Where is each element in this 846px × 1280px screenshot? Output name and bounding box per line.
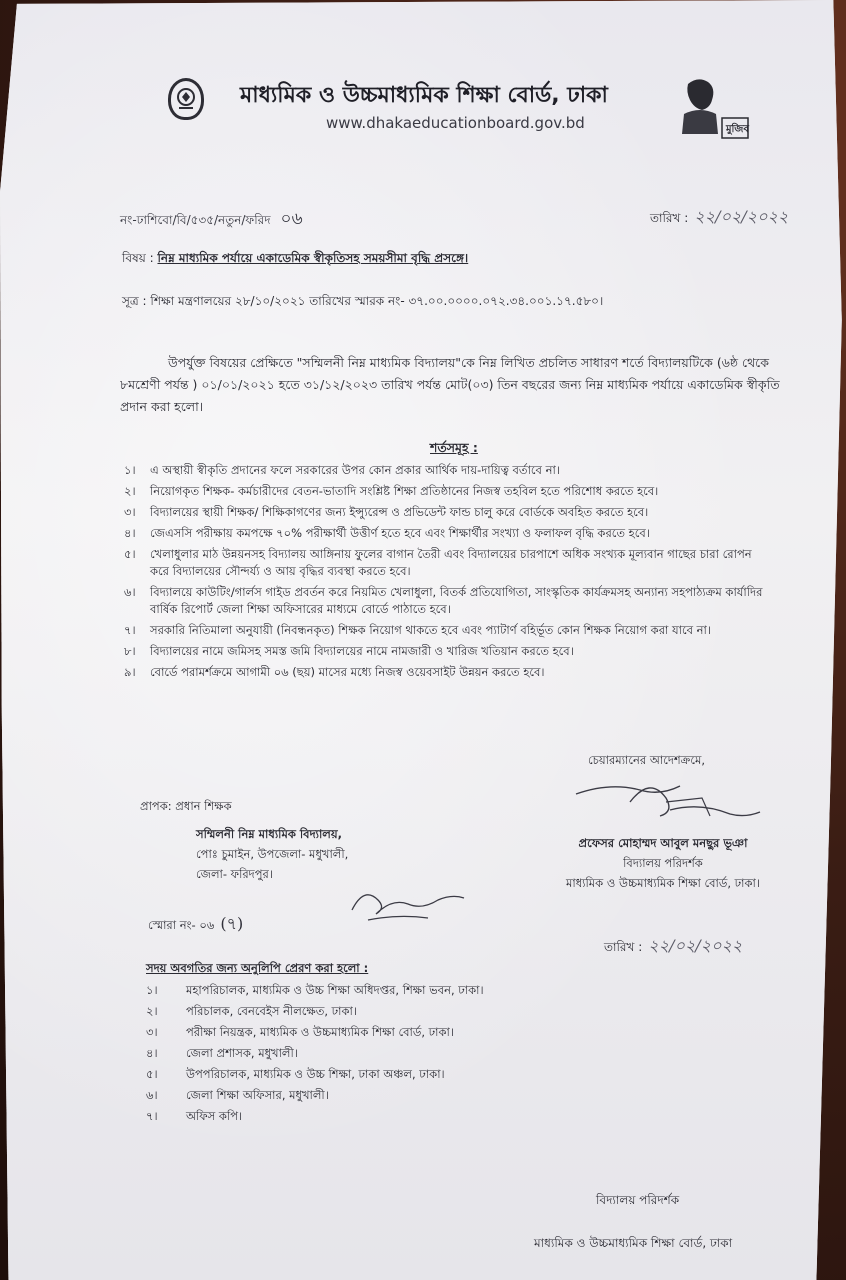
condition-text: বিদ্যালয়ে কাউটিং/গার্লস গাইড প্রবর্তন করে নিয়মিত খেলাধুলা, বিতর্ক প্রতিযোগিতা, সাংস্কৃতিক কার্যক্রমসহ অন্যান্য সহপাঠ্যক্রম কার্যাদির বার্ষিক রিপোর্ট জেলা শিক্ষা অফিসারের মাধ্যমে বোর্ডে পাঠাতে হবে। — [150, 585, 763, 616]
condition-number: ৩। — [124, 505, 136, 519]
subject-text: নিম্ন মাধ্যমিক পর্যায়ে একাডেমিক স্বীকৃতিসহ সময়সীমা বৃদ্ধি প্রসঙ্গে। — [157, 251, 469, 265]
signature-office — [348, 880, 468, 930]
memo-label: স্মোরা নং- ০৬ — [148, 918, 215, 932]
copy-number: ৪। — [146, 1046, 158, 1060]
conditions-list — [124, 460, 774, 683]
body-paragraph: উপর্যুক্ত বিষয়ের প্রেক্ষিতে "সম্মিলনী নিম্ন মাধ্যমিক বিদ্যালয়"কে নিম্ন লিখিত প্রচলিত সাধারণ শর্তে বিদ্যালয়টিকে (৬ষ্ঠ থেকে ৮মশ্রেণী পর্যন্ত ) ০১/০১/২০২১ হতে ৩১/১২/২০২৩ তারিখ পর্যন্ত মোট(০৩) তিন বছরের জন্য নিম্ন মাধ্যমিক পর্যায়ে একাডেমিক স্বীকৃতি প্রদান করা হলো। — [120, 355, 780, 414]
copy-number: ৫। — [146, 1067, 158, 1081]
condition-number: ৫। — [124, 547, 136, 561]
copy-item — [146, 1106, 484, 1127]
footer-designation: বিদ্যালয় পরিদর্শক — [596, 1193, 680, 1207]
condition-number: ৭। — [124, 623, 136, 637]
condition-text: খেলাধুলার মাঠ উন্নয়নসহ বিদ্যালয় আঙ্গিনায় ফুলের বাগান তৈরী এবং বিদ্যালয়ের চারপাশে অধিক সংখ্যক মূল্যবান গাছের চারা রোপন করে বিদ্যালয়ের সৌন্দর্য্য ও আয় বৃদ্ধির ব্যবস্থা করতে হবে। — [150, 547, 752, 578]
recipient-label: প্রাপক: প্রধান শিক্ষক — [140, 799, 232, 813]
condition-item — [124, 481, 774, 502]
condition-item — [124, 620, 774, 641]
condition-text: এ অস্থায়ী স্বীকৃতি প্রদানের ফলে সরকারের উপর কোন প্রকার আর্থিক দায়-দায়িত্ব বর্তাবে না। — [150, 463, 560, 477]
recipient-line: পোঃ চুমাইন, উপজেলা- মধুখালী, — [196, 847, 349, 861]
condition-text: বিদ্যালয়ের নামে জমিসহ সমস্ত জমি বিদ্যালয়ের নামে নামজারী ও খারিজ খতিয়ান করতে হবে। — [150, 644, 574, 658]
condition-item — [124, 460, 774, 481]
copy-number: ২। — [146, 1004, 158, 1018]
signer-block — [566, 833, 760, 893]
copy-text: জেলা শিক্ষা অফিসার, মধুখালী। — [186, 1088, 329, 1102]
condition-item — [124, 662, 774, 683]
portrait-logo-icon — [678, 74, 752, 140]
copies-heading: সদয় অবগতির জন্য অনুলিপি প্রেরণ করা হলো : — [146, 961, 369, 975]
copy-item — [146, 980, 484, 1001]
condition-number: ৯। — [124, 665, 136, 679]
copy-text: পরিচালক, বেনবেইস নীলক্ষেত, ঢাকা। — [186, 1004, 358, 1018]
reference-printed: নং-ঢাশিবো/বি/৫৩৫/নতুন/ফরিদ — [120, 213, 271, 227]
condition-number: ২। — [124, 484, 136, 498]
board-website: www.dhakaeducationboard.gov.bd — [326, 114, 585, 132]
copy-item — [146, 1043, 484, 1064]
board-seal-icon — [168, 78, 204, 120]
condition-number: ৬। — [124, 585, 136, 599]
condition-item — [124, 582, 774, 620]
condition-number: ৮। — [124, 644, 136, 658]
footer-organization: মাধ্যমিক ও উচ্চমাধ্যমিক শিক্ষা বোর্ড, ঢাকা — [534, 1236, 733, 1250]
condition-text: নিয়োগকৃত শিক্ষক- কর্মচারীদের বেতন-ভাতাদি সংশ্লিষ্ট শিক্ষা প্রতিষ্ঠানের নিজস্ব তহবিল হতে পরিশোধ করতে হবে। — [150, 484, 659, 498]
memo-handwritten: (৭) — [220, 914, 244, 933]
source-line: সূত্র : শিক্ষা মন্ত্রণালয়ের ২৮/১০/২০২১ তারিখের স্মারক নং- ৩৭.০০.০০০০.০৭২.৩৪.০০১.১৭.৫৮০। — [122, 294, 604, 308]
copy-text: জেলা প্রশাসক, মধুখালী। — [186, 1046, 298, 1060]
recipient-line: জেলা- ফরিদপুর। — [196, 867, 273, 881]
copy-number: ৬। — [146, 1088, 158, 1102]
signature-chairman — [570, 772, 770, 832]
signer-organization: মাধ্যমিক ও উচ্চমাধ্যমিক শিক্ষা বোর্ড, ঢাকা। — [566, 876, 760, 890]
date-handwritten: ২২/০২/২০২২ — [694, 207, 789, 226]
condition-number: ৪। — [124, 526, 136, 540]
date-handwritten: ২২/০২/২০২২ — [648, 936, 743, 955]
copy-item — [146, 1022, 484, 1043]
portrait-caption: মুজিব — [726, 124, 749, 135]
copy-item — [146, 1085, 484, 1106]
subject-label: বিষয় : — [122, 251, 154, 265]
recipient-address — [196, 824, 348, 884]
condition-text: সরকারি নিতিমালা অনুযায়ী (নিবন্ধনকৃত) শিক্ষক নিয়োগ থাকতে হবে এবং প্যাটার্ণ বহির্ভূত কোন শিক্ষক নিয়োগ করা যাবে না। — [150, 623, 711, 637]
condition-item — [124, 502, 774, 523]
condition-text: বোর্ডে পরামর্শক্রমে আগামী ০৬ (ছয়) মাসের মধ্যে নিজস্ব ওয়েবসাইট উন্নয়ন করতে হবে। — [150, 665, 545, 679]
copy-text: পরীক্ষা নিয়ন্ত্রক, মাধ্যমিক ও উচ্চমাধ্যমিক শিক্ষা বোর্ড, ঢাকা। — [186, 1025, 454, 1039]
subject-line — [122, 250, 468, 270]
copy-text: উপপরিচালক, মাধ্যমিক ও উচ্চ শিক্ষা, ঢাকা অঞ্চল, ঢাকা। — [186, 1067, 445, 1081]
condition-item — [124, 641, 774, 662]
memo-number — [148, 911, 243, 938]
copy-item — [146, 1064, 484, 1085]
board-title: মাধ্যমিক ও উচ্চমাধ্যমিক শিক্ষা বোর্ড, ঢাকা — [240, 83, 608, 108]
copy-text: অফিস কপি। — [186, 1109, 243, 1123]
condition-text: বিদ্যালয়ের স্থায়ী শিক্ষক/ শিক্ষিকাগণের জন্য ইন্স্যুরেন্স ও প্রভিডেন্ট ফান্ড চালু করে বোর্ডকে অবহিত করতে হবে। — [150, 505, 649, 519]
condition-text: জেএসসি পরীক্ষায় কমপক্ষে ৭০% পরীক্ষার্থী উত্তীর্ণ হতে হবে এবং শিক্ষার্থীর সংখ্যা ও ফলাফল বৃদ্ধি করতে হবে। — [150, 526, 650, 540]
order-line: চেয়ারম্যানের আদেশক্রমে, — [588, 753, 705, 767]
condition-number: ১। — [124, 463, 136, 477]
date-label: তারিখ : — [650, 211, 689, 225]
condition-item — [124, 523, 774, 544]
signer-designation: বিদ্যালয় পরিদর্শক — [623, 856, 703, 870]
reference-handwritten: ০৬ — [280, 209, 303, 229]
reference-number — [120, 206, 303, 234]
recipient-line: সম্মিলনী নিম্ন মাধ্যমিক বিদ্যালয়, — [196, 827, 343, 841]
signer-name: প্রফেসর মোহাম্মদ আবুল মনছুর ভূঞা — [578, 836, 748, 850]
copy-number: ১। — [146, 983, 158, 997]
copy-text: মহাপরিচালক, মাধ্যমিক ও উচ্চ শিক্ষা অধিদপ্তর, শিক্ষা ভবন, ঢাকা। — [186, 983, 484, 997]
date-label: তারিখ : — [604, 940, 643, 954]
copies-list — [146, 980, 484, 1127]
copy-number: ৩। — [146, 1025, 158, 1039]
memo-date — [604, 933, 742, 960]
issue-date — [650, 204, 788, 231]
copy-item — [146, 1001, 484, 1022]
conditions-heading: শর্তসমূহ : — [430, 440, 478, 455]
condition-item — [124, 544, 774, 582]
copy-number: ৭। — [146, 1109, 158, 1123]
